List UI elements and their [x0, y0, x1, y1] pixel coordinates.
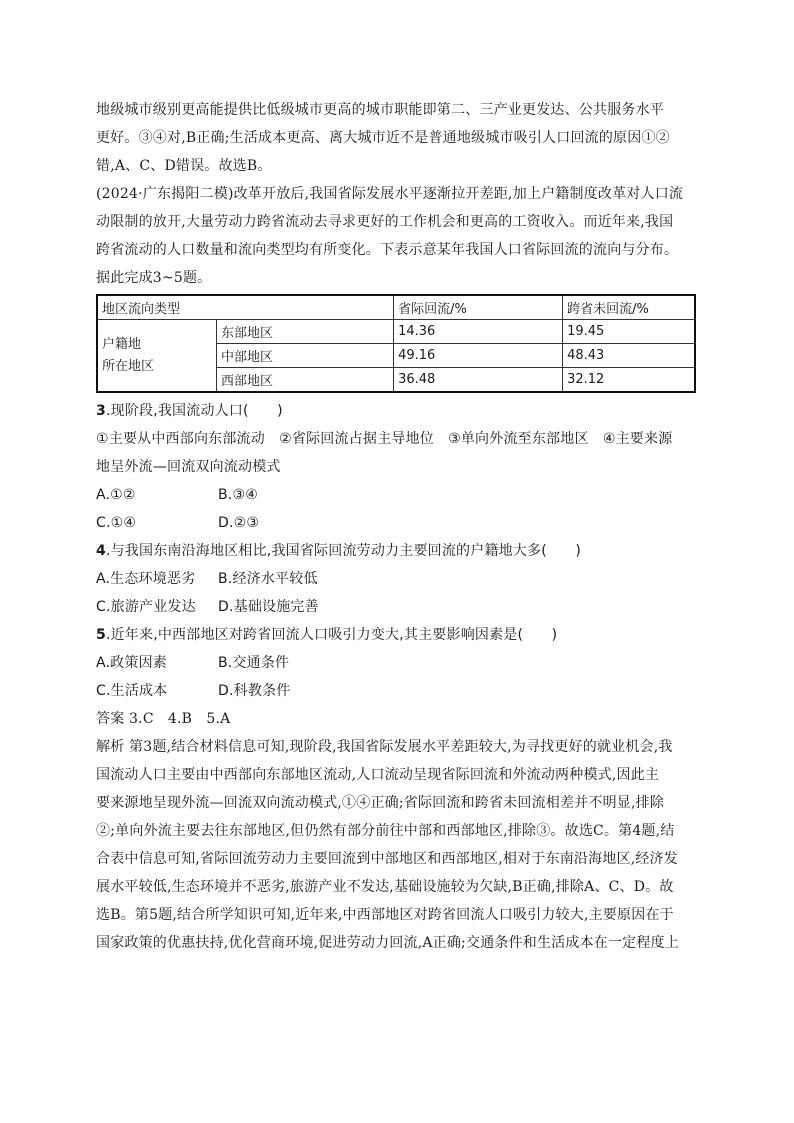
value-cell: 19.45: [563, 320, 695, 344]
option-row: [96, 509, 698, 537]
page-content: [96, 96, 698, 957]
intro-paragraph: [96, 96, 698, 180]
material-line: 动限制的放开,大量劳动力跨省流动去寻求更好的工作机会和更高的工资收入。而近年来,我国: [96, 214, 674, 230]
analysis-line: 选B。第5题,结合所学知识可知,近年来,中西部地区对跨省回流人口吸引力较大,主要原因在于: [96, 907, 674, 923]
question-stem: [96, 621, 698, 649]
migration-table: [96, 294, 696, 393]
table-header-cell: 地区流向类型: [97, 295, 394, 320]
statement-line: 地呈外流—回流双向流动模式: [96, 459, 281, 475]
option-row: [96, 593, 698, 621]
option-a[interactable]: A.①②: [96, 487, 136, 503]
question-stem: [96, 397, 698, 425]
value-cell: 32.12: [563, 368, 695, 393]
analysis-line: 展水平较低,生态环境并不恶劣,旅游产业不发达,基础设施较为欠缺,B正确,排除A、C、D。故: [96, 879, 674, 895]
analysis-line: 要来源地呈现外流—回流双向流动模式,①④正确;省际回流和跨省未回流相差并不明显,排除: [96, 795, 665, 811]
analysis-line: 国家政策的优惠扶持,优化营商环境,促进劳动力回流,A正确;交通条件和生活成本在一定程度上: [96, 935, 679, 951]
option-row: [96, 565, 698, 593]
material-line: 据此完成3~5题。: [96, 270, 212, 286]
material-line: (2024·广东揭阳二模)改革开放后,我国省际发展水平逐渐拉开差距,加上户籍制度改革对人口流: [96, 186, 684, 202]
option-c[interactable]: C.生活成本: [96, 683, 168, 699]
analysis-line: [96, 733, 698, 761]
intro-line: 更好。③④对,B正确;生活成本更高、离大城市近不是普通地级城市吸引人口回流的原因①②: [96, 130, 670, 146]
answer-line: [96, 705, 698, 733]
answer-text: 3.C 4.B 5.A: [124, 711, 231, 727]
question-5: [96, 621, 698, 705]
row-group-label-line: 户籍地: [102, 336, 142, 352]
option-a[interactable]: A.政策因素: [96, 655, 167, 671]
option-c[interactable]: C.①④: [96, 515, 137, 531]
question-stem: [96, 537, 698, 565]
question-4: [96, 537, 698, 621]
option-row: [96, 481, 698, 509]
region-cell: 东部地区: [217, 320, 394, 344]
analysis-line: 国流动人口主要由中西部向东部地区流动,人口流动呈现省际回流和外流动两种模式,因此主: [96, 767, 660, 783]
analysis-paragraph: [96, 733, 698, 957]
question-number: 3: [96, 403, 106, 419]
option-b[interactable]: B.经济水平较低: [218, 571, 318, 587]
row-group-label-line: 所在地区: [102, 358, 155, 374]
intro-line: 地级城市级别更高能提供比低级城市更高的城市职能即第二、三产业更发达、公共服务水平: [96, 102, 664, 118]
table-header-row: [97, 295, 695, 320]
material-paragraph: [96, 180, 698, 292]
question-text: .近年来,中西部地区对跨省回流人口吸引力变大,其主要影响因素是( ): [105, 627, 558, 643]
intro-line: 错,A、C、D错误。故选B。: [96, 158, 272, 174]
option-d[interactable]: D.②③: [218, 515, 260, 531]
question-text: .现阶段,我国流动人口( ): [105, 403, 283, 419]
option-b[interactable]: B.交通条件: [218, 655, 290, 671]
option-d[interactable]: D.基础设施完善: [218, 599, 319, 615]
table-header-cell: 跨省未回流/%: [563, 295, 695, 320]
option-a[interactable]: A.生态环境恶劣: [96, 571, 196, 587]
row-group-label: [97, 320, 217, 393]
value-cell: 48.43: [563, 344, 695, 368]
value-cell: 14.36: [394, 320, 563, 344]
table-row: [97, 320, 695, 344]
region-cell: 西部地区: [217, 368, 394, 393]
option-d[interactable]: D.科教条件: [218, 683, 291, 699]
analysis-line: 合表中信息可知,省际回流劳动力主要回流到中部地区和西部地区,相对于东南沿海地区,经济发: [96, 851, 678, 867]
question-number: 4: [96, 543, 106, 559]
question-number: 5: [96, 627, 106, 643]
region-cell: 中部地区: [217, 344, 394, 368]
value-cell: 49.16: [394, 344, 563, 368]
answer-label: 答案: [96, 711, 125, 727]
analysis-text: 第3题,结合材料信息可知,现阶段,我国省际发展水平差距较大,为寻找更好的就业机会,我: [124, 739, 673, 755]
statement-line: ①主要从中西部向东部流动 ②省际回流占据主导地位 ③单向外流至东部地区 ④主要来源: [96, 431, 673, 447]
material-line: 跨省流动的人口数量和流向类型均有所变化。下表示意某年我国人口省际回流的流向与分布。: [96, 242, 679, 258]
table-header-cell: 省际回流/%: [394, 295, 563, 320]
option-c[interactable]: C.旅游产业发达: [96, 599, 196, 615]
analysis-label: 解析: [96, 739, 125, 755]
analysis-line: ②;单向外流主要去往东部地区,但仍然有部分前往中部和西部地区,排除③。故选C。第4题,结: [96, 823, 675, 839]
option-row: [96, 649, 698, 677]
option-row: [96, 677, 698, 705]
value-cell: 36.48: [394, 368, 563, 393]
question-3: [96, 397, 698, 537]
question-text: .与我国东南沿海地区相比,我国省际回流劳动力主要回流的户籍地大多( ): [105, 543, 581, 559]
option-b[interactable]: B.③④: [218, 487, 258, 503]
